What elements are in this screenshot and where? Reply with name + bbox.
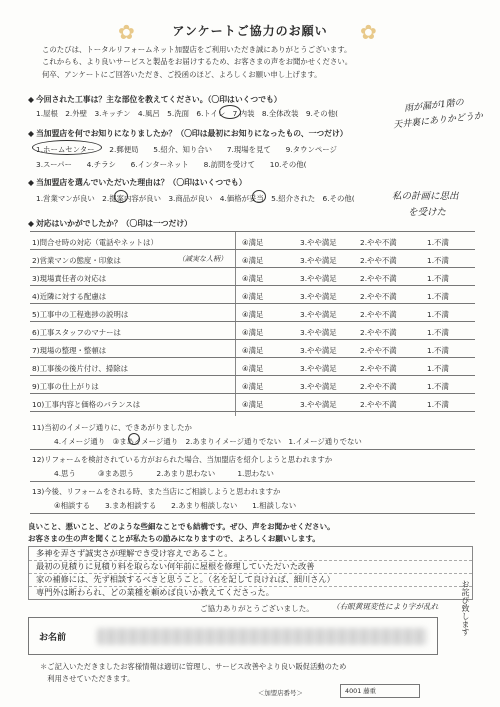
answer-circle <box>128 433 140 445</box>
answer-circle <box>219 105 241 119</box>
question-1-options: 1.屋根 2.外壁 3.キッチン 4.風呂 5.洗面 6.トイレ 7.内装 8.全体改装 9.その他( <box>36 109 338 118</box>
question-1-handwritten: 天井裏にありかどうか <box>392 111 484 131</box>
comment-line: 専門外は断わられ、どの業種を頼めば良いか教えてくださった。 <box>36 587 274 597</box>
thanks-handwritten: （右眼黄斑変性により字が乱れ <box>332 602 439 611</box>
intro-line: これからも、より良いサービスと製品をお届けするため、お客さまの声をお聞かせください。 <box>42 57 353 67</box>
privacy-note-line: ＊ご記入いただきましたお客様情報は適切に管理し、サービス改善やより良い販促活動のため <box>40 662 347 671</box>
answer-circle <box>114 190 128 203</box>
question-3-handwritten: を受けた <box>408 207 447 218</box>
table-row: 4)近隣に対する配慮は ④満足 3.やや満足 2.やや不満 1.不満 <box>30 286 475 304</box>
table-row: 10)工事内容と価格のバランスは ④満足 3.やや満足 2.やや不満 1.不満 <box>30 394 475 412</box>
intro-line: このたびは、トータルリフォームネット加盟店をご利用いただき誠にありがとうございます。 <box>42 45 352 54</box>
privacy-note <box>40 661 460 684</box>
question-1-handwritten: 雨が漏が1階の <box>403 97 465 115</box>
name-field[interactable] <box>28 617 438 655</box>
page-title: アンケートご協力のお願い <box>172 24 328 38</box>
question-11: 11)当初のイメージ通りに、できあがりましたか 4.イメージ通り ③まあイメージ通り 2.あまりイメージ通りでない 1.イメージ通りでない <box>30 420 475 450</box>
comments-heading-line: お客さまの生の声を聞くことが私たちの励みになりますので、よろしくお願いします。 <box>28 534 320 543</box>
side-handwritten: お詫び致します <box>461 580 470 636</box>
question-1: ◆ 今回された工事は？主な部位を教えてください。（〇印はいくつでも） <box>28 95 282 104</box>
table-row: 6)工事スタッフのマナーは ④満足 3.やや満足 2.やや不満 1.不満 <box>30 322 475 340</box>
name-label: お名前 <box>39 633 67 643</box>
store-number-field: 4001 藤重 <box>340 684 420 698</box>
comment-line: 多神を弄さず誠実さが理解でき受け容えであること。 <box>36 548 233 558</box>
redacted-name <box>97 628 427 645</box>
question-12: 12)リフォームを検討されている方がおられた場合、当加盟店を紹介しようと思われますか 4.思う ③まあ思う 2.あまり思わない 1.思わない <box>30 452 475 482</box>
question-4-label: 対応はいかがでしたか？（〇印は一つだけ） <box>36 219 192 228</box>
comment-line: 最初の見積りに見積り料を取らない何年前に屋根を修理していただいた改善 <box>36 561 315 571</box>
question-1-label: 今回された工事は？主な部位を教えてください。（〇印はいくつでも） <box>36 95 282 104</box>
table-row: 3)現場責任者の対応は ④満足 3.やや満足 2.やや不満 1.不満 <box>30 268 475 286</box>
question-3: ◆ 当加盟店を選んでいただいた理由は？（〇印はいくつでも） <box>28 178 247 187</box>
question-3-label: 当加盟店を選んでいただいた理由は？（〇印はいくつでも） <box>36 178 247 187</box>
intro-text <box>42 44 472 81</box>
question-2-options-row2: 3.スーパー 4.チラシ 6.インターネット 8.訪問を受けて 10.その他( <box>36 160 307 169</box>
comments-heading-line: 良いこと、悪いこと、どのような些細なことでも結構です。ぜひ、声をお聞かせください。 <box>28 522 335 531</box>
question-3-handwritten: 私の計画に思出 <box>392 191 459 202</box>
question-13: 13)今後、リフォームをされる時、また当店にご相談しようと思われますか ④相談する 3.まあ相談する 2.あまり相談しない 1.相談しない <box>30 484 475 514</box>
flower-icon: ✿ <box>360 20 377 44</box>
intro-line: 何卒、アンケートにご回答いただき、ご投函のほど、よろしくお願い申し上げます。 <box>42 69 322 79</box>
answer-circle <box>252 190 266 203</box>
table-row: 8)工事後の後片付け、掃除は ④満足 3.やや満足 2.やや不満 1.不満 <box>30 358 475 376</box>
flower-icon: ✿ <box>118 20 135 44</box>
question-2: ◆ 当加盟店を何でお知りになりましたか？（〇印は最初にお知りになったもの、一つだけ） <box>28 129 348 138</box>
question-4: ◆ 対応はいかがでしたか？（〇印は一つだけ） <box>28 219 192 228</box>
table-row: 9)工事の仕上がりは ④満足 3.やや満足 2.やや不満 1.不満 <box>30 376 475 394</box>
privacy-note-line: 利用させていただきます。 <box>40 673 135 683</box>
table-row: 1)問合せ時の対応（電話やネットは） ④満足 3.やや満足 2.やや不満 1.不満 <box>30 232 475 250</box>
answer-circle <box>32 140 102 155</box>
table-row: 2)営業マンの態度・印象は （誠実な人柄） ④満足 3.やや満足 2.やや不満 1.不満 <box>30 250 475 268</box>
store-number-label: ＜加盟店番号＞ <box>258 689 303 697</box>
table-row: 7)現場の整理・整頓は ④満足 3.やや満足 2.やや不満 1.不満 <box>30 340 475 358</box>
rating-table <box>30 231 475 416</box>
question-2-label: 当加盟店を何でお知りになりましたか？（〇印は最初にお知りになったもの、一つだけ） <box>36 129 348 138</box>
comment-line: 家の補修には、先ず相談するべきと思うこと。（名を記して良ければ、細川さん） <box>36 574 335 584</box>
comments-heading <box>28 521 473 545</box>
table-row: 5)工事中の工程進捗の説明は ④満足 3.やや満足 2.やや不満 1.不満 <box>30 304 475 322</box>
question-2-options-row1: 1.ホームセンター 2.郵便局 5.紹介、知り合い 7.現場を見て 9.タウンページ <box>36 145 337 154</box>
thanks-label: ご協力ありがとうございました。 <box>200 604 314 613</box>
question-3-options: 1.営業マンが良い 2.提案内容が良い 3.商品が良い 4.価格が妥当 5.紹介された 6.その他( <box>36 194 355 203</box>
thanks-text <box>200 603 314 614</box>
